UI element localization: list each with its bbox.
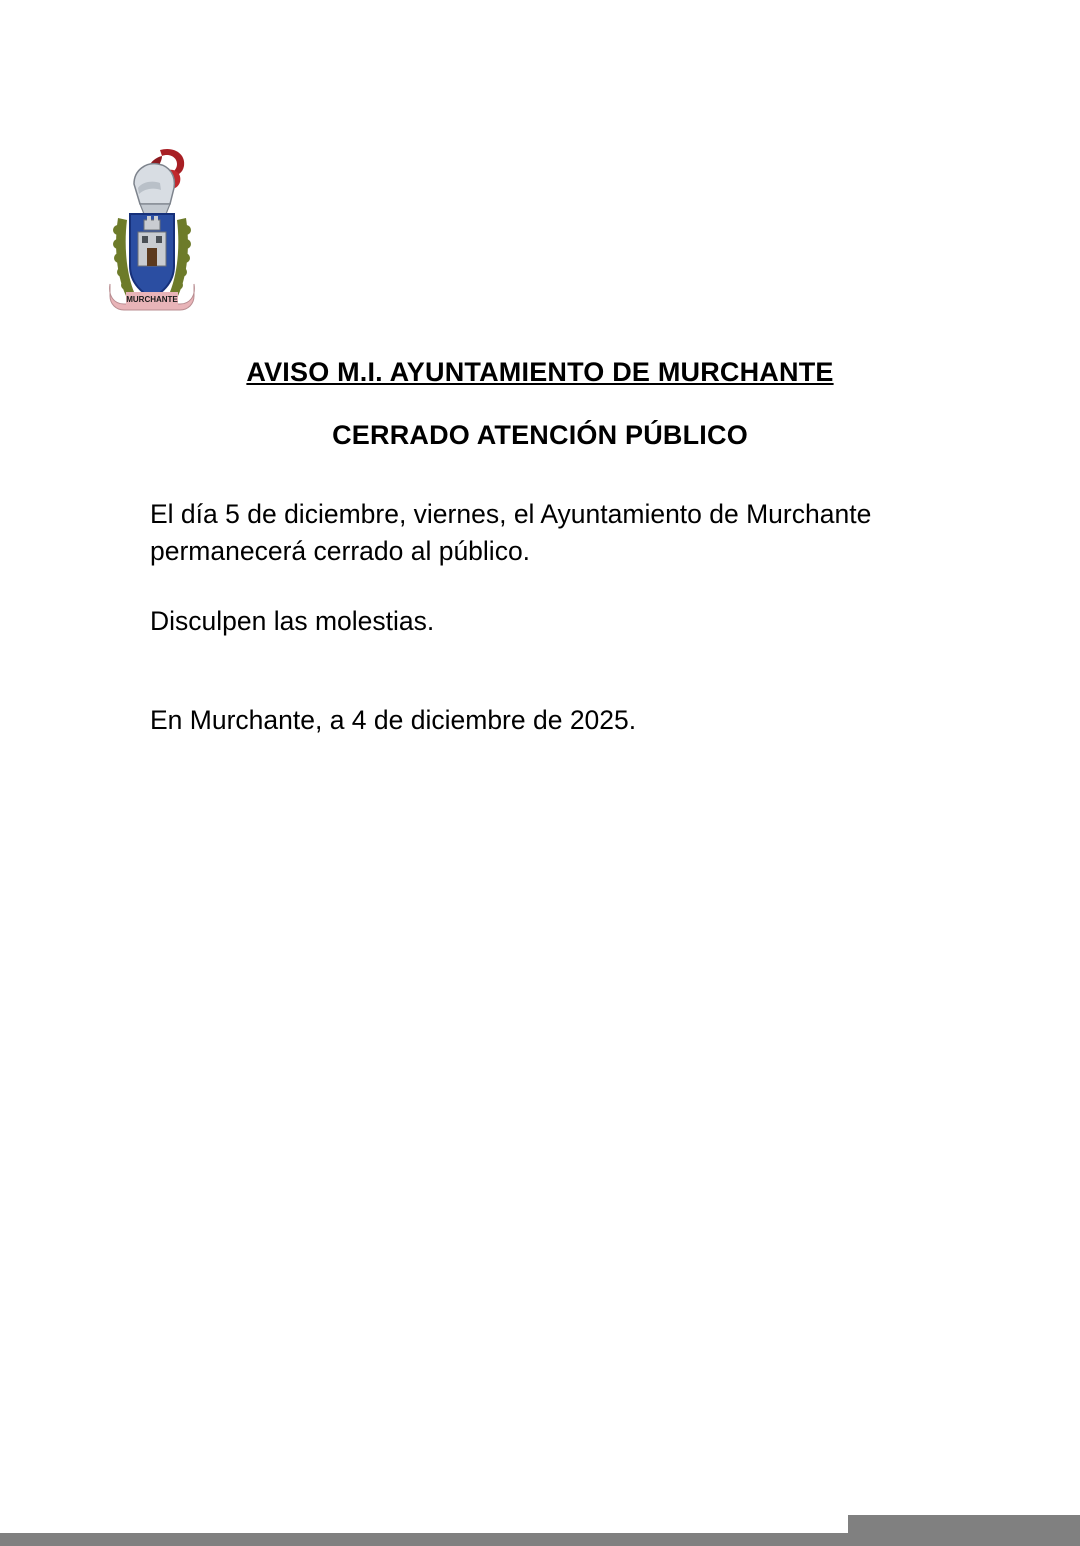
footer-bar-bottom bbox=[0, 1533, 1080, 1546]
footer-bar-right bbox=[848, 1515, 1080, 1533]
notice-paragraph-2: Disculpen las molestias. bbox=[150, 606, 435, 637]
title-block bbox=[0, 352, 1080, 455]
notice-paragraph-1: El día 5 de diciembre, viernes, el Ayuntamiento de Murchante permanecerá cerrado al público. bbox=[150, 499, 872, 566]
svg-text:MURCHANTE: MURCHANTE bbox=[126, 295, 178, 304]
notice-paragraph-3: En Murchante, a 4 de diciembre de 2025. bbox=[150, 704, 637, 735]
page-subtitle: CERRADO ATENCIÓN PÚBLICO bbox=[332, 419, 748, 450]
page-title: AVISO M.I. AYUNTAMIENTO DE MURCHANTE bbox=[246, 357, 834, 387]
notice-body bbox=[150, 496, 910, 738]
murchante-coat-of-arms-icon bbox=[104, 144, 200, 320]
